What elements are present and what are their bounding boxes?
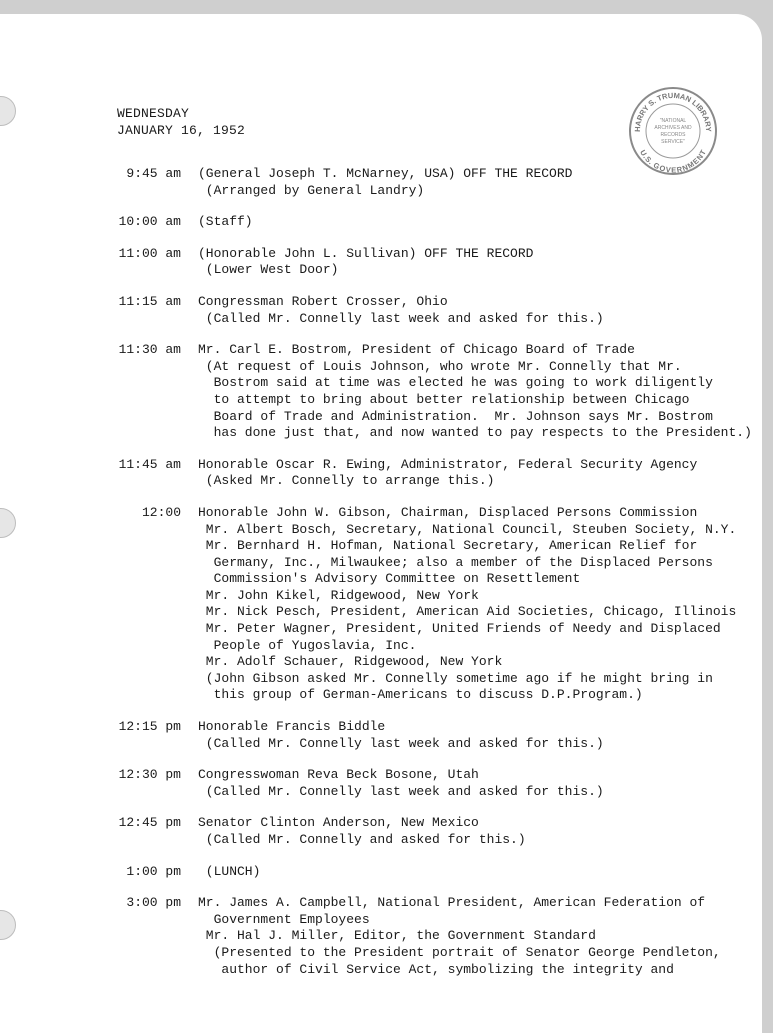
entry-line: Mr. Nick Pesch, President, American Aid Societies, Chicago, Illinois (198, 604, 737, 620)
entry-line: has done just that, and now wanted to pay respects to the President.) (198, 425, 752, 441)
schedule-entry (100, 767, 740, 800)
entry-line: (Presented to the President portrait of Senator George Pendleton, (198, 944, 721, 960)
entry-time: 12:00 (141, 504, 181, 520)
entry-line: (John Gibson asked Mr. Connelly sometime ago if he might bring in (198, 670, 713, 686)
entry-line: Honorable Oscar R. Ewing, Administrator, Federal Security Agency (198, 456, 698, 472)
entry-time: 12:15 pm (118, 719, 181, 735)
entry-line: Mr. Carl E. Bostrom, President of Chicago Board of Trade (198, 342, 635, 358)
entry-text (198, 505, 740, 704)
entry-text (198, 895, 740, 978)
day-label: WEDNESDAY (117, 106, 190, 121)
entry-text (198, 246, 740, 279)
entry-text (198, 342, 752, 442)
schedule-entry (100, 815, 740, 848)
entry-line: to attempt to bring about better relationship between Chicago (198, 391, 690, 407)
entry-line: (At request of Louis Johnson, who wrote Mr. Connelly that Mr. (198, 358, 682, 374)
entry-line: Mr. Albert Bosch, Secretary, National Council, Steuben Society, N.Y. (198, 521, 737, 537)
entry-line: this group of German-Americans to discuss D.P.Program.) (198, 687, 643, 703)
entry-line: Honorable John W. Gibson, Chairman, Displaced Persons Commission (198, 504, 698, 520)
stamp-center-line: "NATIONAL (659, 118, 687, 124)
page-header (117, 105, 245, 139)
entry-line: (LUNCH) (198, 863, 261, 879)
entry-text (198, 214, 740, 231)
stamp-center-line: ARCHIVES AND (654, 125, 692, 131)
schedule-entry (100, 719, 740, 752)
entry-line: (Called Mr. Connelly last week and asked for this.) (198, 310, 604, 326)
entry-time: 3:00 pm (126, 895, 181, 911)
schedule-entry (100, 342, 752, 442)
entry-line: Senator Clinton Anderson, New Mexico (198, 815, 479, 831)
schedule-list (100, 166, 752, 993)
entry-text (198, 457, 740, 490)
entry-time: 11:30 am (118, 342, 181, 358)
entry-line: Honorable Francis Biddle (198, 719, 386, 735)
entry-line: Germany, Inc., Milwaukee; also a member of the Displaced Persons (198, 554, 713, 570)
schedule-entry (100, 505, 740, 704)
entry-time: 11:45 am (118, 456, 181, 472)
binder-hole (0, 910, 16, 940)
entry-text (198, 864, 740, 881)
schedule-entry (100, 246, 740, 279)
document-page (0, 14, 762, 1033)
entry-time: 10:00 am (118, 214, 181, 230)
entry-line: (General Joseph T. McNarney, USA) OFF THE RECORD (198, 166, 573, 181)
schedule-entry (100, 895, 740, 978)
entry-line: author of Civil Service Act, symbolizing the integrity and (198, 961, 674, 977)
entry-line: (Honorable John L. Sullivan) OFF THE RECORD (198, 245, 534, 261)
schedule-entry (100, 457, 740, 490)
schedule-entry (100, 214, 740, 231)
stamp-ring-top: HARRY S. TRUMAN LIBRARY (632, 90, 714, 133)
stamp-ring-bottom: U.S. GOVERNMENT (638, 148, 708, 175)
entry-line: Mr. John Kikel, Ridgewood, New York (198, 587, 479, 603)
entry-line: (Asked Mr. Connelly to arrange this.) (198, 473, 495, 489)
schedule-entry (100, 166, 740, 199)
entry-line: (Called Mr. Connelly and asked for this.) (198, 832, 526, 847)
date-label: JANUARY 16, 1952 (117, 123, 246, 138)
entry-line: Congresswoman Reva Beck Bosone, Utah (198, 767, 479, 783)
archive-stamp (628, 86, 718, 176)
entry-time: 11:15 am (118, 293, 181, 309)
entry-line: Board of Trade and Administration. Mr. Johnson says Mr. Bostrom (198, 408, 713, 424)
entry-line: Commission's Advisory Committee on Resettlement (198, 571, 581, 587)
binder-hole (0, 508, 16, 538)
entry-line: (Called Mr. Connelly last week and asked for this.) (198, 783, 604, 799)
entry-text (198, 719, 740, 752)
entry-time: 12:30 pm (118, 767, 181, 783)
schedule-entry (100, 864, 740, 881)
entry-time: 9:45 am (126, 166, 181, 181)
entry-line: (Called Mr. Connelly last week and asked for this.) (198, 735, 604, 751)
entry-time: 12:45 pm (118, 815, 181, 831)
entry-text (198, 294, 740, 327)
entry-line: Mr. Peter Wagner, President, United Friends of Needy and Displaced (198, 621, 721, 637)
entry-line: Congressman Robert Crosser, Ohio (198, 293, 448, 309)
entry-line: (Staff) (198, 214, 253, 230)
stamp-center-line: RECORDS (660, 132, 686, 138)
entry-time: 1:00 pm (126, 863, 181, 879)
entry-line: Mr. Adolf Schauer, Ridgewood, New York (198, 654, 503, 670)
entry-text (198, 815, 740, 848)
entry-text (198, 166, 740, 199)
entry-line: Government Employees (198, 911, 370, 927)
schedule-entry (100, 294, 740, 327)
entry-line: Mr. Bernhard H. Hofman, National Secretary, American Relief for (198, 538, 698, 554)
entry-text (198, 767, 740, 800)
entry-line: (Arranged by General Landry) (198, 182, 425, 198)
entry-time: 11:00 am (118, 245, 181, 261)
entry-line: Mr. James A. Campbell, National President, American Federation of (198, 895, 706, 911)
entry-line: People of Yugoslavia, Inc. (198, 637, 417, 653)
entry-line: Bostrom said at time was elected he was going to work diligently (198, 375, 713, 391)
stamp-center-line: SERVICE" (661, 139, 685, 145)
entry-line: (Lower West Door) (198, 262, 339, 278)
binder-hole (0, 96, 16, 126)
entry-line: Mr. Hal J. Miller, Editor, the Government Standard (198, 928, 596, 944)
